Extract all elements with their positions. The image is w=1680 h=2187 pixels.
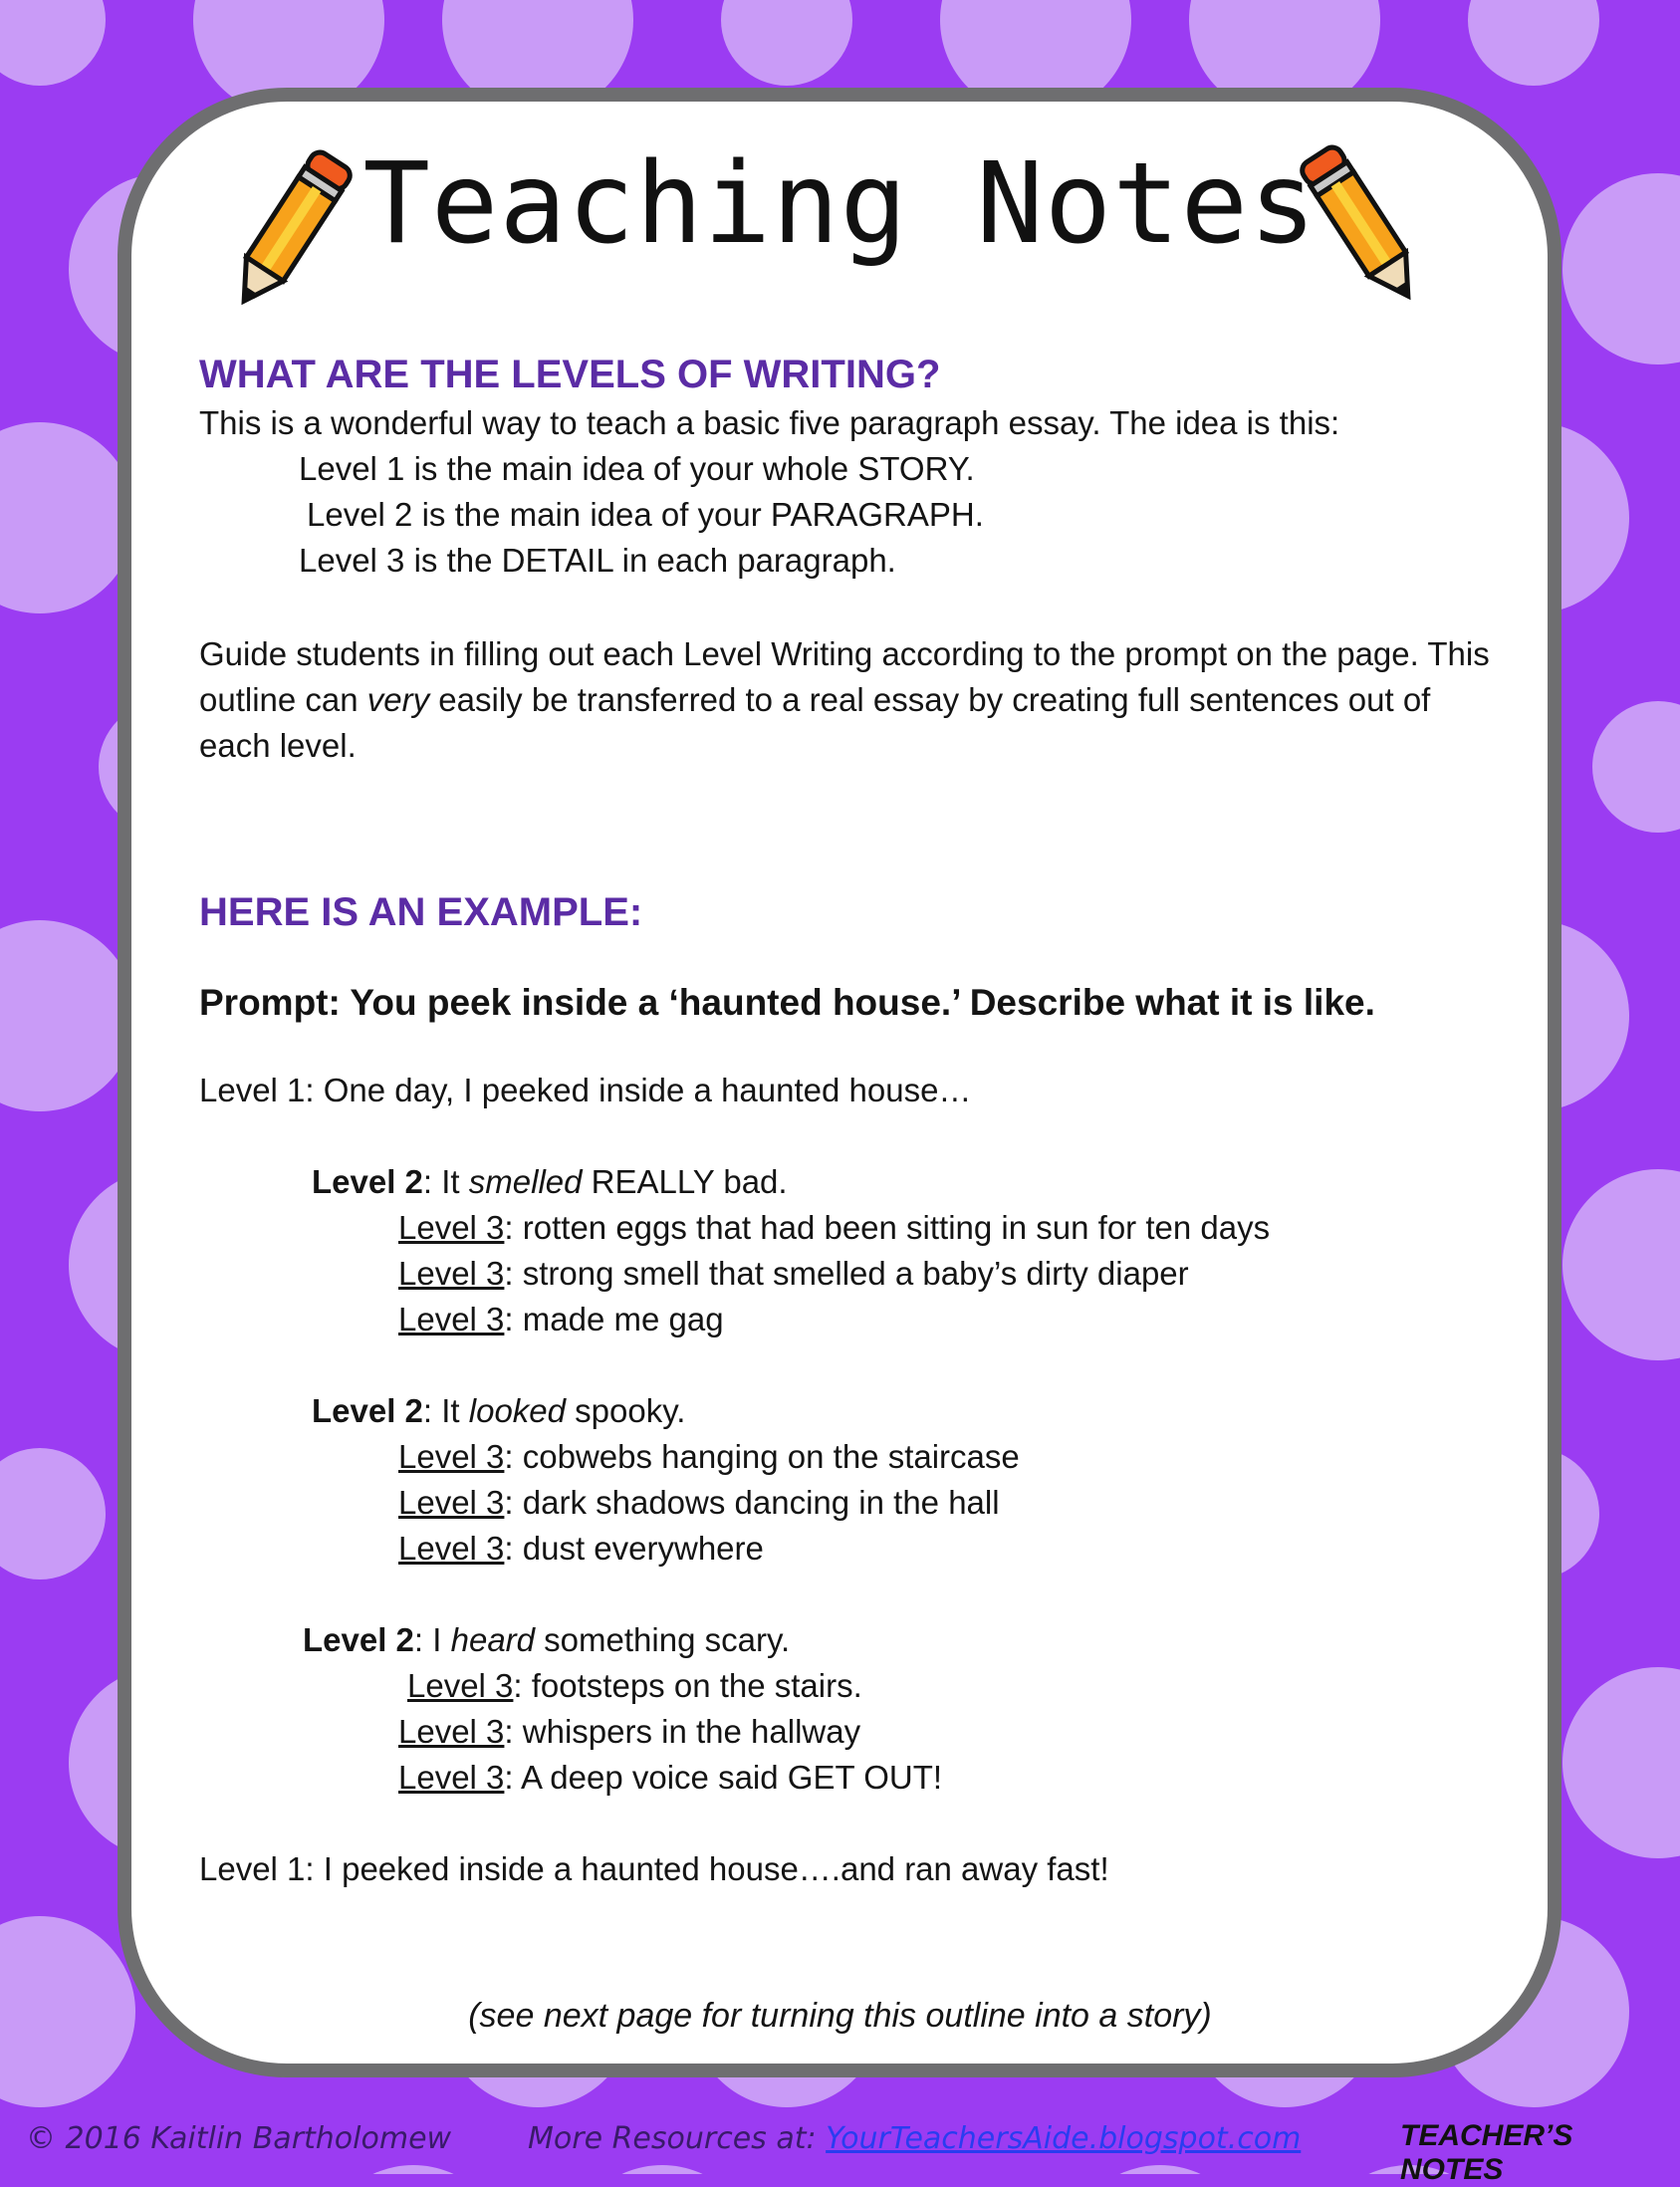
polka-dot [0,1448,106,1580]
polka-dot [1562,1169,1680,1360]
level3-line: Level 3: A deep voice said GET OUT! [398,1759,943,1796]
guide-text: Guide students in filling out each Level Writing according to the prompt on the page. This outline can very easily be transferred to a real essay by creating full sentences out of each level. [199,635,1490,764]
level2-line: Level 2: I heard something scary. [303,1621,791,1658]
level3-line: Level 3: footsteps on the stairs. [407,1667,862,1704]
level3-line: Level 3: cobwebs hanging on the staircase [398,1438,1020,1475]
prompt-text: Prompt: You peek inside a ‘haunted house.’ Describe what it is like. [199,982,1375,1023]
section-heading-example: HERE IS AN EXAMPLE: [199,890,643,934]
page-title: Teaching Notes [362,139,1318,269]
level3-line: Level 3: whispers in the hallway [398,1713,861,1750]
polka-dot [0,422,135,613]
level1-closing: Level 1: I peeked inside a haunted house….and ran away fast! [199,1850,1109,1887]
resources-text: More Resources at: YourTeachersAide.blogspot.com [528,2121,1302,2156]
level2-line: Level 2: It looked spooky. [312,1392,686,1429]
polka-dot [567,2165,758,2174]
level3-line: Level 3: dark shadows dancing in the hall [398,1484,1000,1521]
polka-dot [0,0,106,86]
polka-dot [721,0,852,86]
level3-line: Level 3: strong smell that smelled a baby’s dirty diaper [398,1255,1189,1292]
level-definition: Level 3 is the DETAIL in each paragraph. [299,542,896,579]
polka-dot [0,920,135,1111]
level3-line: Level 3: dust everywhere [398,1530,764,1567]
polka-dot [1562,1667,1680,1858]
level1-opening: Level 1: One day, I peeked inside a haunted house… [199,1072,972,1108]
polka-dot [1592,701,1680,833]
section-heading-levels: WHAT ARE THE LEVELS OF WRITING? [199,353,941,396]
content-body [199,349,1494,1892]
polka-dot [318,2165,509,2174]
teachers-notes-label: TEACHER’S NOTES [1400,2119,1573,2186]
level3-line: Level 3: rotten eggs that had been sitting in sun for ten days [398,1209,1271,1246]
level3-line: Level 3: made me gag [398,1301,724,1337]
level2-line: Level 2: It smelled REALLY bad. [312,1163,788,1200]
next-page-note: (see next page for turning this outline into a story) [468,1997,1212,2035]
copyright-text: © 2016 Kaitlin Bartholomew [26,2121,452,2156]
level-definition: Level 2 is the main idea of your PARAGRAPH. [307,496,984,533]
resources-link[interactable]: YourTeachersAide.blogspot.com [826,2121,1302,2156]
polka-dot [1065,2165,1256,2174]
intro-text: This is a wonderful way to teach a basic five paragraph essay. The idea is this: [199,404,1340,441]
polka-dot [1468,0,1599,86]
level-definition: Level 1 is the main idea of your whole STORY. [299,450,975,487]
